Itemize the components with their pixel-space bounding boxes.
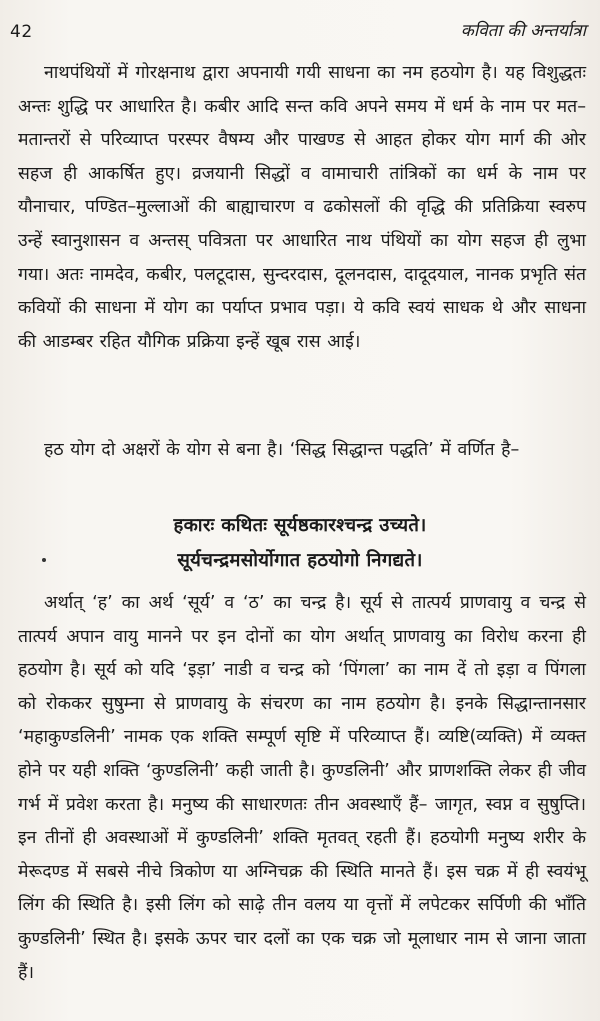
verse-line-1: हकारः कथितः सूर्यष्ठकारश्चन्द्र उच्यते। [173, 515, 427, 536]
page-header [0, 0, 600, 48]
paragraph-1: नाथपंथियों में गोरक्षनाथ द्वारा अपनायी गयी साधना का नम हठयोग है। यह विशुद्धतः अन्तः शुद्धि पर आधारित है। कबीर आदि सन्त कवि अपने समय में धर्म के नाम पर मत–मतान्तरों से परिव्याप्त परस्पर वैषम्य और पाखण्ड से आहत होकर योग मार्ग की ओर सहज ही आकर्षित हुए। व्रजयानी सिद्धों व वामाचारी तांत्रिकों का धर्म के नाम पर यौनाचार, पण्डित–मुल्लाओं की बाह्याचारण व ढकोसलों की वृद्धि की प्रतिक्रिया स्वरुप उन्हें स्वानुशासन व अन्तस् पवित्रता पर आधारित नाथ पंथियों का योग सहज ही लुभा गया। अतः नामदेव, कबीर, पलटूदास, सुन्दरदास, दूलनदास, दादूदयाल, नानक प्रभृति संत कवियों की साधना में योग का पर्याप्त प्रभाव पड़ा। ये कवि स्वयं साधक थे और साधना की आडम्बर रहित यौगिक प्रक्रिया इन्हें खूब रास आई। [18, 63, 586, 352]
page-number: 42 [10, 22, 33, 42]
running-title: कविता की अन्तर्यात्रा [460, 21, 586, 41]
verse-line-2: सूर्यचन्द्रमसोर्योगात हठयोगो निगद्यते। [177, 550, 423, 571]
paragraph-2: हठ योग दो अक्षरों के योग से बना है। ‘सिद्ध सिद्धान्त पद्धति’ में वर्णित है– [44, 440, 520, 460]
paragraph-3: अर्थात् ‘ह’ का अर्थ ‘सूर्य’ व ‘ठ’ का चन्द्र है। सूर्य से तात्पर्य प्राणवायु व चन्द्र से तात्पर्य अपान वायु मानने पर इन दोनों का योग अर्थात् प्राणवायु का विरोध करना ही हठयोग है। सूर्य को यदि ‘इड़ा’ नाडी व चन्द्र को ‘पिंगला’ का नाम दें तो इड़ा व पिंगला को रोककर सुषुम्ना से प्राणवायु के संचरण का नाम हठयोग है। इनके सिद्धान्तानसार ‘महाकुण्डलिनी’ नामक एक शक्ति सम्पूर्ण सृष्टि में परिव्याप्त हैं। व्यष्टि(व्यक्ति) में व्यक्त होने पर यही शक्ति ‘कुण्डलिनी’ कही जाती है। कुण्डलिनी’ और प्राणशक्ति लेकर ही जीव गर्भ में प्रवेश करता है। मनुष्य की साधारणतः तीन अवस्थाएँ हैं– जागृत, स्वप्न व सुषुप्ति। इन तीनों ही अवस्थाओं में कुण्डलिनी’ शक्ति मृतवत् रहती हैं। हठयोगी मनुष्य शरीर के मेरूदण्ड में सबसे नीचे त्रिकोण या अग्निचक्र की स्थिति मानते हैं। इस चक्र में ही स्वयंभू लिंग की स्थिति है। इसी लिंग को साढ़े तीन वलय या वृत्तों में लपेटकर सर्पिणी की भाँति कुण्डलिनी’ स्थित है। इसके ऊपर चार दलों का एक चक्र जो मूलाधार नाम से जाना जाता हैं। [18, 593, 586, 983]
